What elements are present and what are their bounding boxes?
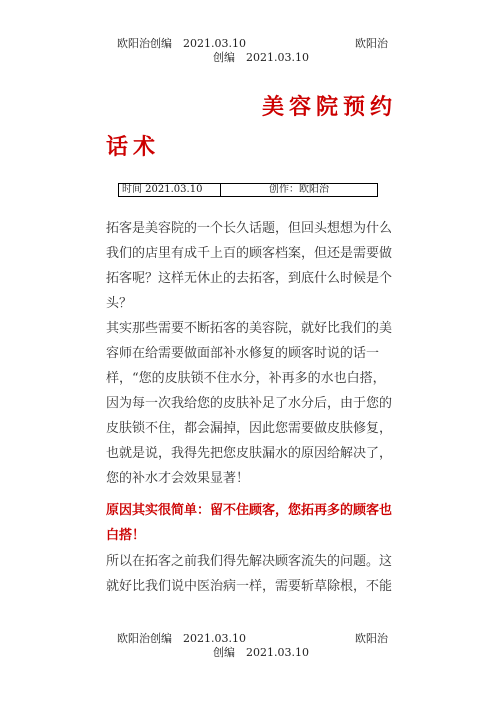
text-line: 皮肤锁不住，都会漏掉，因此您需要做皮肤修复，: [106, 421, 393, 436]
header-left: 欧阳治创编 2021.03.10: [117, 37, 246, 50]
paragraph-1: [106, 216, 392, 316]
text-line: 拓客呢？这样无休止的去拓客，到底什么时候是个: [106, 271, 393, 286]
text-line: 就好比我们说中医治病一样，需要斩草除根，不能: [106, 579, 393, 594]
footer-line2: 创编 2021.03.10: [213, 646, 309, 659]
meta-author: 创作：欧阳治: [221, 184, 378, 197]
meta-table: [118, 183, 378, 197]
text-line: 样，“您的皮肤锁不住水分，补再多的水也白搭，: [106, 371, 386, 386]
footer-right: 欧阳治: [355, 632, 388, 645]
paragraph-2: [106, 316, 392, 491]
text-line: 其实那些需要不断拓客的美容院，就好比我们的美: [106, 321, 393, 336]
meta-time: 时间 2021.03.10: [119, 184, 221, 197]
header-line2: 创编 2021.03.10: [213, 51, 309, 64]
text-line: 所以在拓客之前我们得先解决顾客流失的问题。这: [106, 554, 393, 569]
text-line: 您的补水才会效果显著！: [106, 471, 250, 486]
text-line: 拓客是美容院的一个长久话题，但回头想想为什么: [106, 221, 393, 236]
text-line: 因为每一次我给您的皮肤补足了水分后，由于您的: [106, 396, 393, 411]
text-line: 原因其实很简单：留不住顾客，您拓再多的顾客也: [106, 503, 393, 518]
page-title-line2: 话术: [106, 134, 161, 160]
page-title-line1: 美容院预约: [262, 94, 398, 120]
text-line: 头？: [106, 296, 133, 311]
footer-left: 欧阳治创编 2021.03.10: [117, 632, 246, 645]
text-line: 容师在给需要做面部补水修复的顾客时说的话一: [106, 346, 380, 361]
text-line: 白搭！: [106, 528, 146, 543]
highlight-paragraph: [106, 498, 392, 548]
paragraph-3: [106, 549, 392, 599]
text-line: 也就是说，我得先把您皮肤漏水的原因给解决了，: [106, 446, 393, 461]
header-right: 欧阳治: [355, 37, 388, 50]
text-line: 我们的店里有成千上百的顾客档案，但还是需要做: [106, 246, 393, 261]
